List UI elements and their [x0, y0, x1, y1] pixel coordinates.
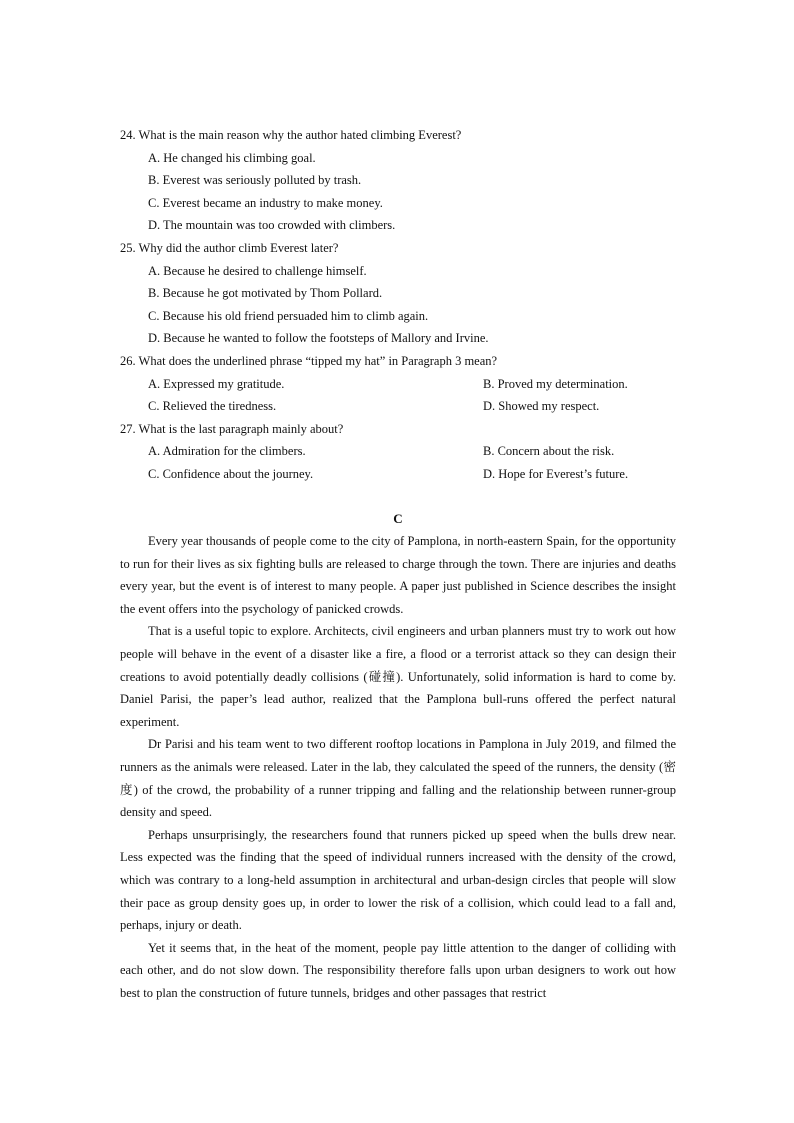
passage-paragraph-2: That is a useful topic to explore. Architects, civil engineers and urban planners must try to work out how people will behave in the event of a disaster like a fire, a flood or a terrorist attack so they can design their creations to avoid potentially deadly collisions (碰撞). Unfortunately, solid information is hard to come by. Daniel Parisi, the paper’s lead author, realized that the Pamplona bull-runs offered the perfect natural experiment. [120, 624, 676, 729]
question-26-stem: 26. What does the underlined phrase “tipped my hat” in Paragraph 3 mean? [120, 353, 498, 368]
passage-paragraph-4: Perhaps unsurprisingly, the researchers found that runners picked up speed when the bulls drew near. Less expected was the finding that the speed of individual runners increased with the density of the crowd, which was contrary to a long-held assumption in architectural and urban-design circles that people will slow their pace as group density goes up, in order to lower the risk of a collision, which could lead to a fall and, perhaps, injury or death. [120, 827, 676, 933]
passage-paragraph-5: Yet it seems that, in the heat of the moment, people pay little attention to the danger of colliding with each other, and do not slow down. The responsibility therefore falls upon urban designers to work out how best to plan the construction of future tunnels, bridges and other passages that restrict [120, 940, 676, 1000]
question-27-option-d: D. Hope for Everest’s future. [483, 466, 629, 481]
question-27-stem: 27. What is the last paragraph mainly about? [120, 421, 344, 436]
question-27-option-b: B. Concern about the risk. [483, 444, 615, 459]
question-26-option-a: A. Expressed my gratitude. [148, 376, 285, 391]
question-26-options-row-1 [120, 373, 676, 396]
question-24-option-b: B. Everest was seriously polluted by trash. [148, 173, 362, 188]
question-27-options-row-2 [120, 463, 676, 486]
question-24-option-d: D. The mountain was too crowded with climbers. [148, 218, 396, 233]
question-26-options-row-2 [120, 395, 676, 418]
question-27-option-c: C. Confidence about the journey. [148, 466, 314, 481]
question-25-option-d: D. Because he wanted to follow the footsteps of Mallory and Irvine. [148, 331, 489, 346]
question-26-option-b: B. Proved my determination. [483, 376, 628, 391]
page-content [120, 124, 676, 1005]
question-26-option-c: C. Relieved the tiredness. [148, 399, 277, 414]
question-25-option-a: A. Because he desired to challenge himself. [148, 263, 367, 278]
section-title: C [393, 510, 403, 526]
question-24-option-a: A. He changed his climbing goal. [148, 150, 316, 165]
question-25-stem: 25. Why did the author climb Everest later? [120, 240, 339, 255]
question-24-stem: 24. What is the main reason why the author hated climbing Everest? [120, 128, 462, 142]
passage-paragraph-3: Dr Parisi and his team went to two different rooftop locations in Pamplona in July 2019, and filmed the runners as the animals were released. Later in the lab, they calculated the speed of the runners, the density (密度) of the crowd, the probability of a runner tripping and falling and the relationship between runner-group density and speed. [120, 737, 676, 820]
question-27-option-a: A. Admiration for the climbers. [148, 444, 306, 459]
passage-paragraph-1: Every year thousands of people come to the city of Pamplona, in north-eastern Spain, for the opportunity to run for their lives as six fighting bulls are released to charge through the town. There are injuries and deaths every year, but the event is of interest to many people. A paper just published in Science describes the insight the event offers into the psychology of panicked crowds. [120, 534, 676, 616]
question-25-option-b: B. Because he got motivated by Thom Pollard. [148, 286, 383, 301]
question-27-options-row-1 [120, 440, 676, 463]
question-25-option-c: C. Because his old friend persuaded him to climb again. [148, 308, 429, 323]
question-26-option-d: D. Showed my respect. [483, 399, 600, 414]
question-24-option-c: C. Everest became an industry to make money. [148, 195, 383, 210]
